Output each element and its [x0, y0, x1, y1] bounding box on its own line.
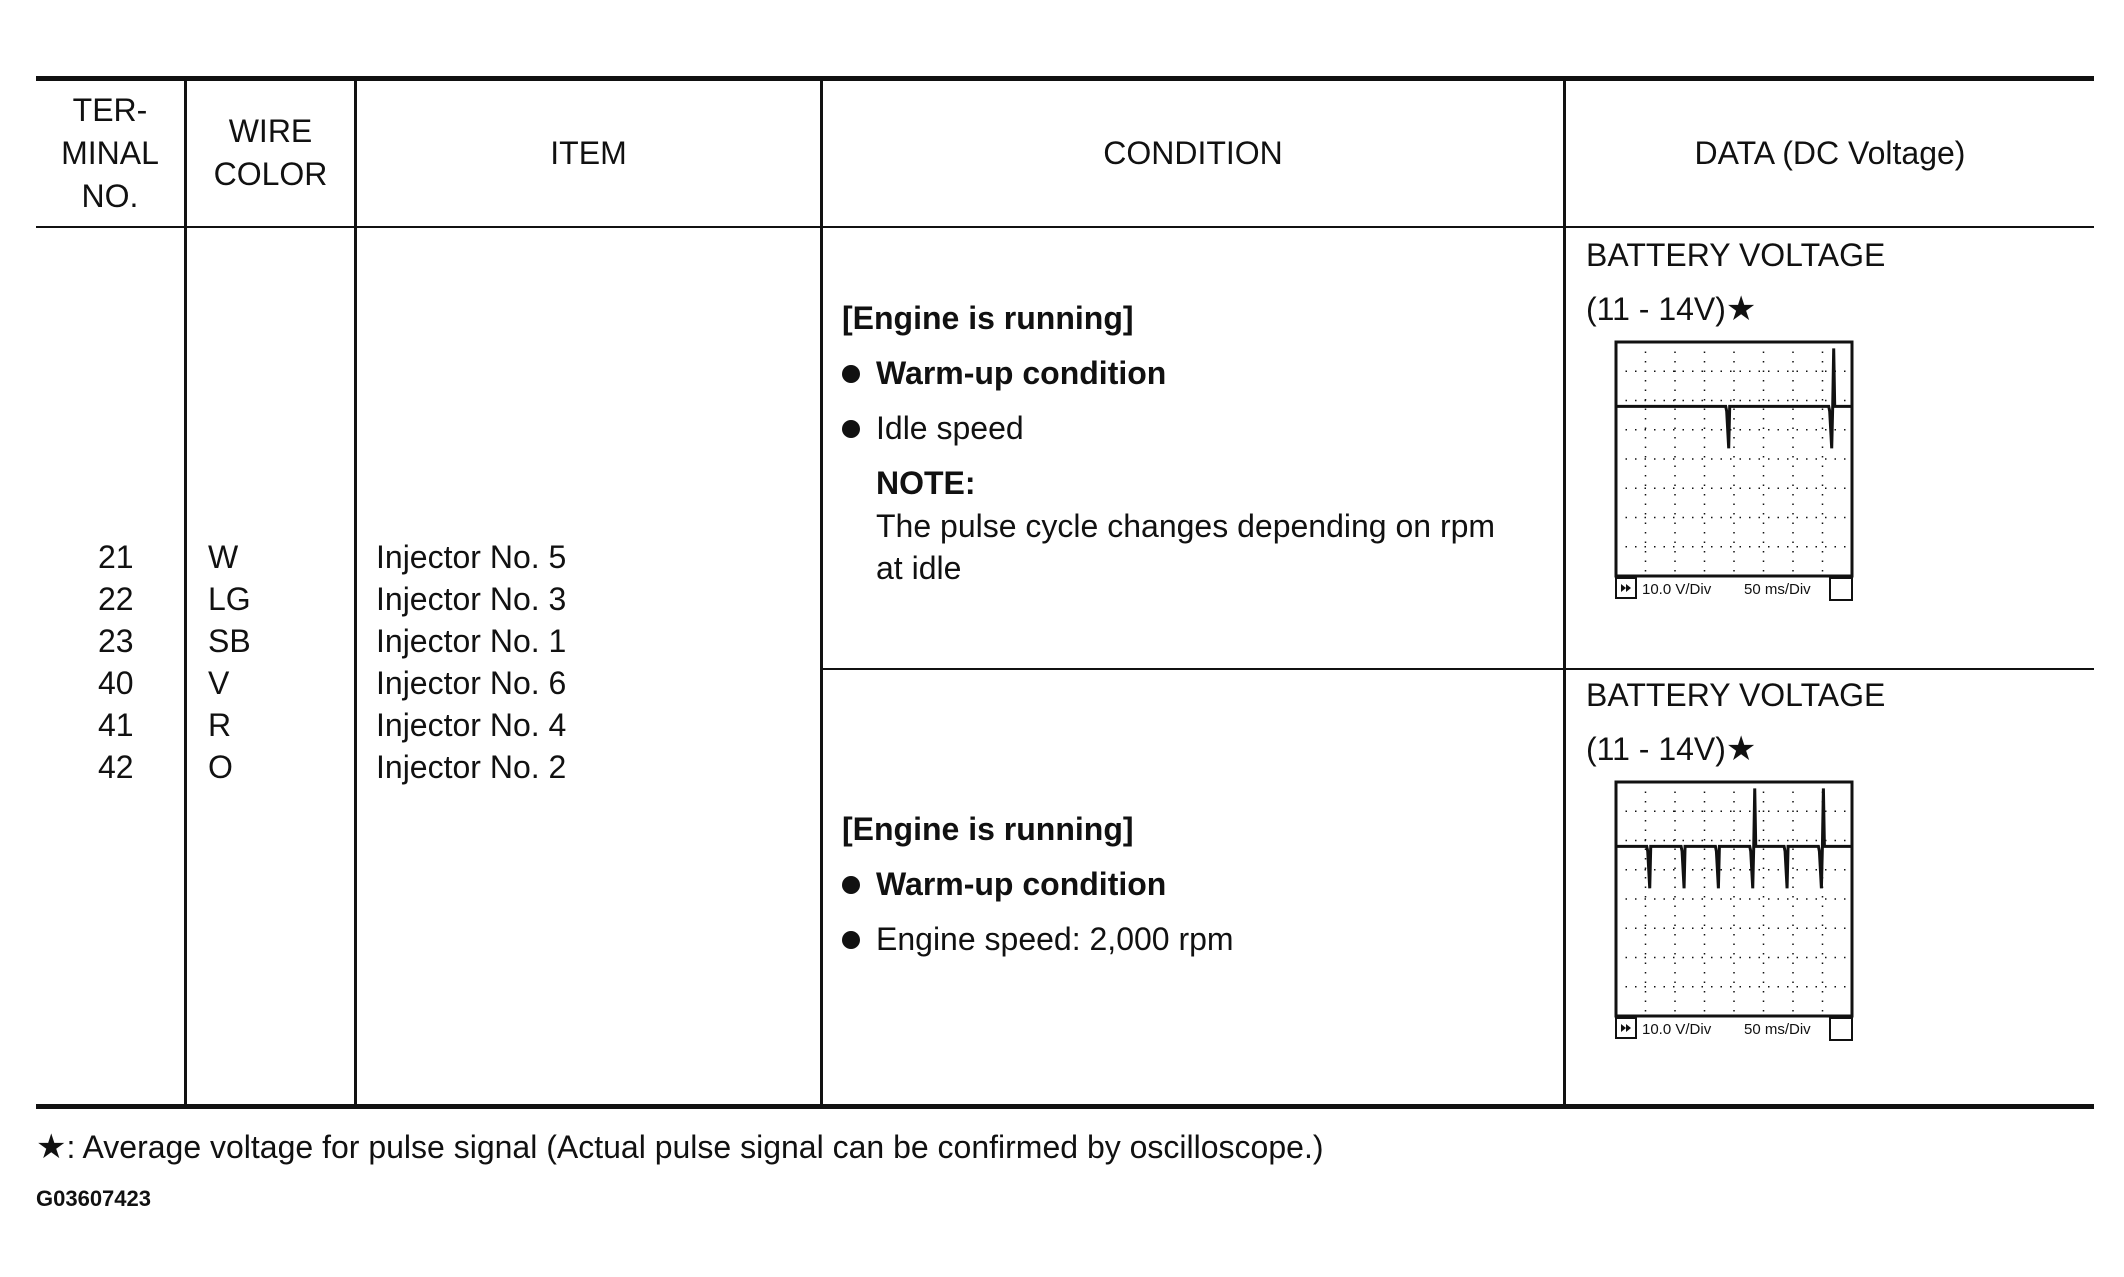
wire-color: V [208, 665, 230, 701]
item-name: Injector No. 4 [376, 707, 567, 743]
wire-color: SB [208, 623, 251, 659]
item-name: Injector No. 6 [376, 665, 567, 701]
terminal-no: 22 [98, 581, 134, 617]
note-text-line-2: at idle [876, 550, 962, 586]
terminal-no: 40 [98, 665, 134, 701]
table-bottom-rule [36, 1104, 2094, 1109]
header-terminal-no: TER- MINAL NO. [61, 91, 159, 214]
data-voltage-range: (11 - 14V)★ [1586, 730, 1757, 768]
scope-corner-box [1830, 578, 1852, 600]
scope-time-div: 50 ms/Div [1744, 1021, 1811, 1038]
header-bottom-rule [36, 226, 2094, 228]
condition-bullet: Warm-up condition [842, 352, 1166, 394]
item-name: Injector No. 2 [376, 749, 567, 785]
data-voltage-range: (11 - 14V)★ [1586, 290, 1757, 328]
table-row [98, 536, 134, 788]
terminal-no: 42 [98, 749, 134, 785]
col-divider-1 [184, 78, 187, 1106]
condition-bullet: Warm-up condition [842, 863, 1166, 905]
wire-color-list [208, 536, 251, 788]
header-data: DATA (DC Voltage) [1694, 134, 1966, 171]
terminal-no: 23 [98, 623, 134, 659]
data-voltage-label: BATTERY VOLTAGE [1586, 237, 1886, 273]
wire-color: W [208, 539, 239, 575]
wire-color: R [208, 707, 232, 743]
condition-bullet: Idle speed [842, 407, 1024, 449]
bullet-icon [842, 365, 860, 383]
bullet-icon [842, 931, 860, 949]
terminal-table [36, 0, 2094, 1277]
item-list [376, 536, 566, 788]
item-name: Injector No. 5 [376, 539, 567, 575]
terminal-no: 41 [98, 707, 134, 743]
condition-title: [Engine is running] [842, 300, 1134, 336]
bullet-icon [842, 420, 860, 438]
header-wire-color: WIRE COLOR [213, 113, 328, 192]
col-divider-2 [354, 78, 357, 1106]
oscilloscope-waveform-idle [1614, 340, 1854, 606]
condition-divider-rule [820, 668, 2094, 670]
wire-color: LG [208, 581, 251, 617]
header-item: ITEM [550, 134, 627, 171]
col-divider-3 [820, 78, 823, 1106]
star-icon: ★ [1725, 290, 1757, 328]
star-icon: ★ [1725, 730, 1757, 768]
wire-color: O [208, 749, 233, 785]
scope-volt-div: 10.0 V/Div [1642, 1021, 1712, 1038]
terminal-no: 21 [98, 539, 134, 575]
col-divider-4 [1563, 78, 1566, 1106]
note-text-line-1: The pulse cycle changes depending on rpm [876, 508, 1496, 544]
scope-time-div: 50 ms/Div [1744, 581, 1811, 598]
scope-volt-div: 10.0 V/Div [1642, 581, 1712, 598]
footnote: ★: Average voltage for pulse signal (Actual pulse signal can be confirmed by oscilloscope.) [36, 1128, 1324, 1166]
scope-corner-box [1830, 1018, 1852, 1040]
data-voltage-label: BATTERY VOLTAGE [1586, 677, 1886, 713]
item-name: Injector No. 3 [376, 581, 567, 617]
bullet-icon [842, 876, 860, 894]
item-name: Injector No. 1 [376, 623, 567, 659]
condition-title: [Engine is running] [842, 811, 1134, 847]
oscilloscope-waveform-2000rpm [1614, 780, 1854, 1046]
figure-code: G03607423 [36, 1186, 151, 1211]
header-condition: CONDITION [1103, 134, 1283, 171]
star-icon: ★ [36, 1128, 67, 1166]
condition-bullet: Engine speed: 2,000 rpm [842, 918, 1234, 960]
note-label: NOTE: [876, 465, 976, 501]
